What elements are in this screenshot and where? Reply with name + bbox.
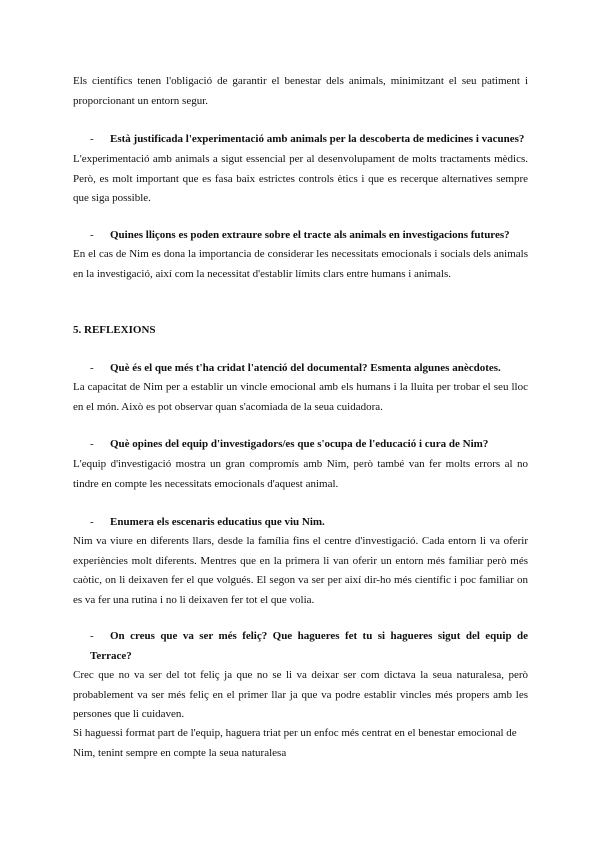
reflection-2-answer: L'equip d'investigació mostra un gran compromís amb Nim, però també van fer molts errors al no tindre en compte les necessitats emocionals d'aquest animal. [73,458,528,490]
question-text: On creus que va ser més feliç? Que hagueres fet tu si hagueres sigut del equip de Terrace? [90,630,528,662]
bullet-dash: - [90,438,94,450]
bullet-dash: - [90,516,94,528]
answer-1: L'experimentació amb animals a sigut essencial per al desenvolupament de molts tractaments mèdics. Però, es molt important que es fasa baix estrictes controls ètics i que es recerque alternatives sempre que siga possible. [73,153,528,204]
reflection-1-answer: La capacitat de Nim per a establir un vincle emocional amb els humans i la lluita per trobar el seu lloc en el món. Això es pot observar quan s'acomiada de la seua cuidadora. [73,381,528,413]
question-text: Què és el que més t'ha cridat l'atenció del documental? Esmenta algunes anècdotes. [110,362,501,374]
question-2 [90,226,528,246]
intro-paragraph: Els científics tenen l'obligació de garantir el benestar dels animals, minimitzant el seu patiment i proporcionant un entorn segur. [73,75,528,107]
reflection-4 [90,627,528,666]
reflection-3 [90,513,528,533]
reflection-4-answer: Crec que no va ser del tot feliç ja que no se li va deixar ser com dictava la seua naturalesa, però probablement va ser més feliç en el primer llar ja que va podre establir vincles més propers amb les persones que li cuidaven. [73,669,528,720]
question-1 [90,130,528,150]
bullet-dash: - [90,229,94,241]
bullet-dash: - [90,630,94,642]
question-text: Què opines del equip d'investigadors/es que s'ocupa de l'educació i cura de Nim? [110,438,489,450]
question-text: Està justificada l'experimentació amb animals per la descoberta de medicines i vacunes? [110,133,525,145]
answer-2: En el cas de Nim es dona la importancia de considerar les necessitats emocionals i socials dels animals en la investigació, així com la necessitat d'establir límits clars entre humans i animals. [73,248,528,280]
bullet-dash: - [90,362,94,374]
reflection-2 [90,435,528,455]
reflection-4-answer-2: Si haguessi format part de l'equip, haguera triat per un enfoc més centrat en el benestar emocional de Nim, tenint sempre en compte la seua naturalesa [73,727,517,759]
reflection-1 [90,359,528,379]
bullet-dash: - [90,133,94,145]
question-text: Quines lliçons es poden extraure sobre el tracte als animals en investigacions futures? [110,229,510,241]
section-title: 5. REFLEXIONS [73,324,156,336]
question-text: Enumera els escenaris educatius que viu Nim. [110,516,325,528]
reflection-3-answer: Nim va viure en diferents llars, desde la família fins el centre d'investigació. Cada entorn li va oferir experiències molt diferents. Mentres que en la primera li van oferir un entorn més familiar però més caòtic, on li deixaven fer el que volgués. El segon va ser per així dir-ho més científic i poc familiar on es va fer una rutina i no li deixaven fer tot el que volia. [73,535,528,606]
